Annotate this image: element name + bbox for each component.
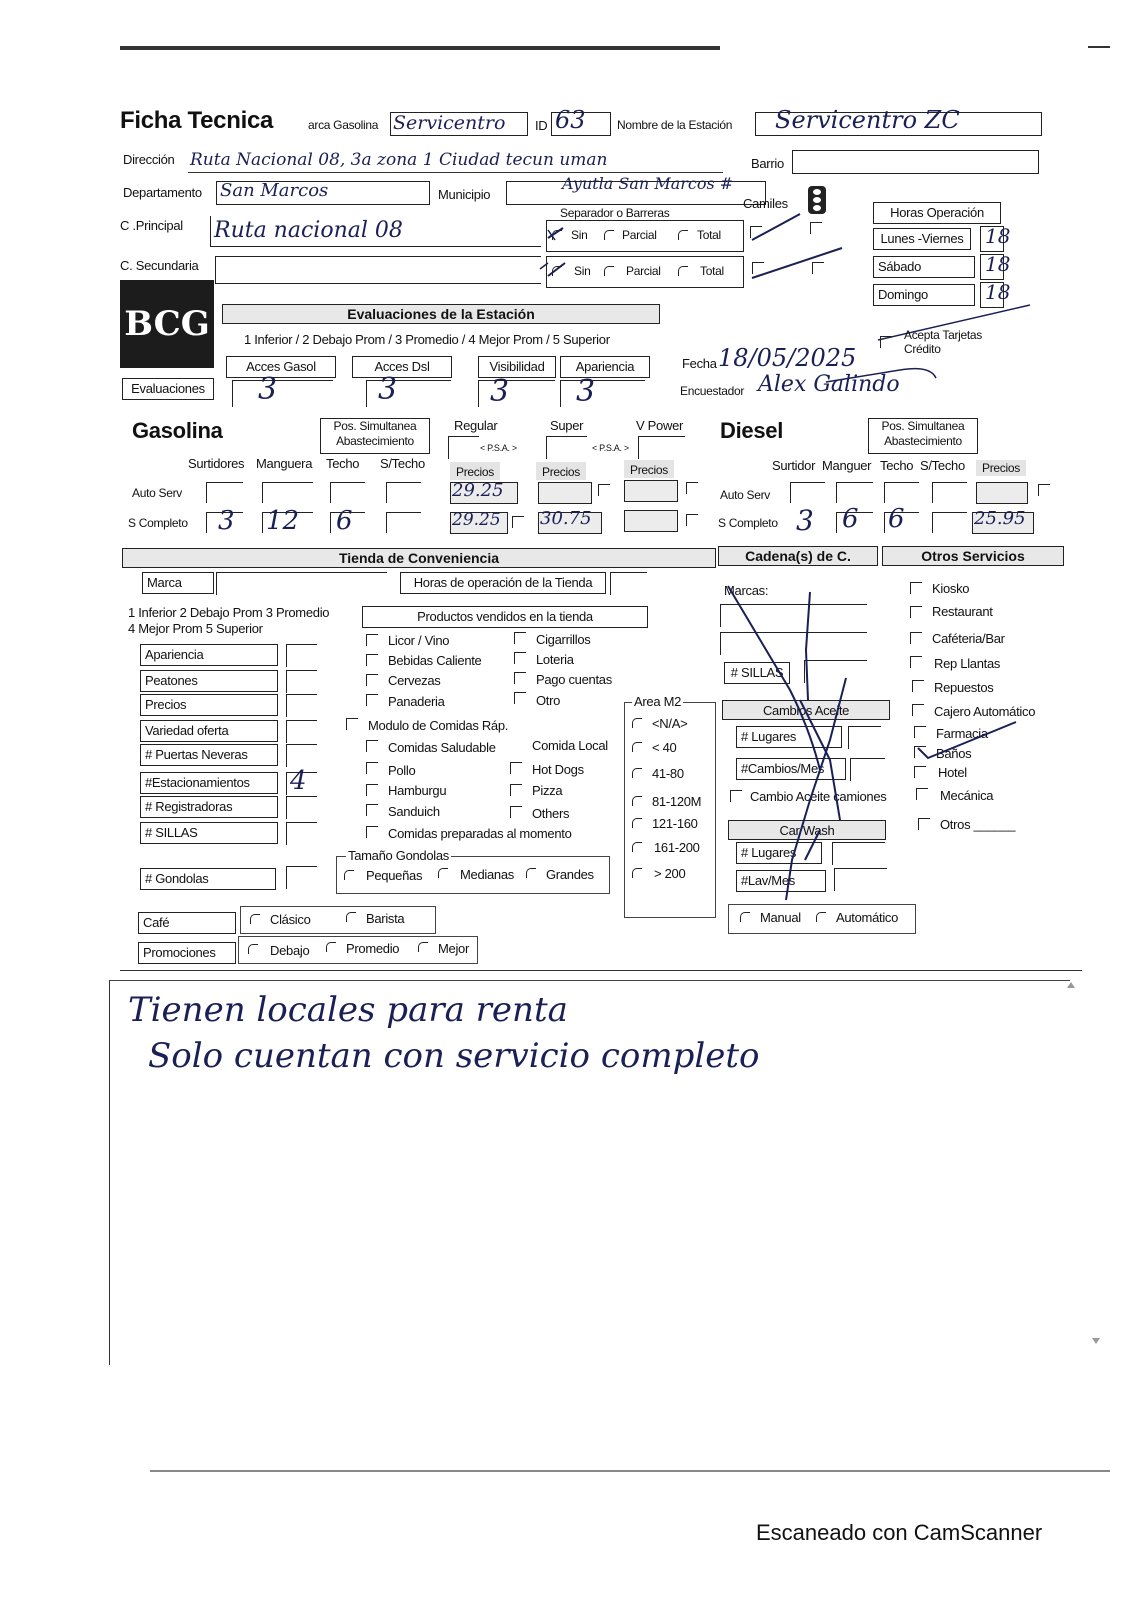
gas-col-surtidores: Surtidores [188, 456, 245, 471]
fecha-label: Fecha [682, 356, 717, 371]
gasolina-title: Gasolina [132, 418, 223, 443]
diesel-col-manguer: Manguer [822, 458, 872, 473]
page-title: Ficha Tecnica [120, 107, 274, 134]
otros-banos-label: Baños [936, 746, 972, 761]
evaluaciones-scale: 1 Inferior / 2 Debajo Prom / 3 Promedio / 4 Mejor Prom / 5 Superior [244, 332, 610, 347]
lunes-value: 18 [985, 224, 1011, 248]
area-title: Area M2 [634, 694, 682, 709]
otros-cafeteria-label: Caféteria/Bar [932, 631, 1005, 646]
diesel-sc-surtidor-value: 3 [796, 504, 814, 537]
gas-s-completo-label: S Completo [128, 516, 188, 530]
productos-title: Productos vendidos en la tienda [362, 606, 648, 628]
cafe-barista-label: Barista [366, 911, 405, 926]
area-161-200-label: 161-200 [654, 840, 700, 855]
area-40-label: < 40 [652, 740, 677, 755]
diesel-auto-serv-label: Auto Serv [720, 488, 770, 502]
tienda-horas-label: Horas de operación de la Tienda [400, 572, 606, 594]
cprincipal-value: Ruta nacional 08 [214, 218, 403, 243]
gasolina-pos-label: Pos. Simultanea Abastecimiento [320, 418, 430, 454]
municipio-label: Municipio [438, 187, 491, 202]
diesel-col-techo: Techo [880, 458, 914, 473]
diesel-sc-manguer-value: 6 [842, 504, 859, 534]
diesel-col-precios: Precios [976, 460, 1026, 476]
eval-acces-gasol-label: Acces Gasol [226, 356, 336, 378]
cadena-sillas-label: # SILLAS [724, 662, 790, 684]
rating-registradoras-label: # Registradoras [140, 796, 278, 818]
diesel-sc-precio-value: 25.95 [974, 508, 1026, 529]
otros-repuestos-label: Repuestos [934, 680, 994, 695]
camiles-label: Camiles [743, 196, 788, 211]
cafe-label: Café [138, 912, 236, 934]
direccion-value: Ruta Nacional 08, 3a zona 1 Ciudad tecun uman [190, 150, 608, 170]
bcg-logo-text: BCG [124, 304, 210, 344]
regular-precios-label: Precios [450, 462, 500, 480]
sabado-label: Sábado [873, 256, 975, 278]
carwash-automatico-label: Automático [836, 910, 899, 925]
gas-sc-techo-value: 6 [336, 506, 353, 536]
regular-psa-label: < P.S.A. > [480, 443, 517, 453]
marcas-label: Marcas: [724, 583, 769, 598]
horas-title: Horas Operación [873, 202, 1001, 224]
id-value: 63 [555, 106, 586, 134]
gondola-medianas-label: Medianas [460, 867, 514, 882]
gas-sc-manguera-value: 12 [266, 506, 300, 536]
prod-bebidas-label: Bebidas Caliente [388, 653, 482, 668]
sep2-sin-label: Sin [574, 264, 591, 278]
gondolas-title: Tamaño Gondolas [348, 848, 450, 863]
notes-line-1: Tienen locales para renta [128, 990, 568, 1030]
eval-apariencia-label: Apariencia [560, 356, 650, 378]
rating-estacionamientos-label: #Estacionamientos [140, 772, 278, 794]
promo-promedio-label: Promedio [346, 941, 400, 956]
eval-acces-gasol-value: 3 [258, 372, 278, 407]
otros-restaurant-label: Restaurant [932, 604, 993, 619]
notes-top-rule [120, 970, 1082, 971]
prod-pago-label: Pago cuentas [536, 672, 612, 687]
tienda-title: Tienda de Conveniencia [122, 548, 716, 568]
csecundaria-label: C. Secundaria [120, 258, 199, 273]
super-psa-label: < P.S.A. > [592, 443, 629, 453]
carwash-lavmes-label: #Lav/Mes [736, 870, 826, 892]
rating-sillas-label: # SILLAS [140, 822, 278, 844]
gas-sc-surtidores-value: 3 [218, 506, 235, 536]
departamento-value: San Marcos [220, 180, 329, 201]
gas-col-stecho: S/Techo [380, 456, 425, 471]
rating-peatones-label: Peatones [140, 670, 278, 692]
notes-top-rule-2 [110, 980, 1070, 981]
promo-label: Promociones [138, 942, 236, 964]
gas-col-manguera: Manguera [256, 456, 313, 471]
otros-llantas-label: Rep Llantas [934, 656, 1001, 671]
rating-apariencia-label: Apariencia [140, 644, 278, 666]
municipio-value: Ayutla San Marcos # [562, 174, 734, 193]
otros-hotel-label: Hotel [938, 765, 967, 780]
evaluaciones-title: Evaluaciones de la Estación [222, 304, 660, 324]
rating-estacionamientos-value: 4 [290, 766, 307, 796]
diesel-sc-techo-value: 6 [888, 504, 905, 534]
comida-hotdogs-label: Hot Dogs [532, 762, 584, 777]
rating-gondolas-label: # Gondolas [140, 868, 276, 890]
sabado-value: 18 [985, 252, 1011, 276]
otros-cajero-label: Cajero Automático [934, 704, 1036, 719]
area-81-120-label: 81-120M [652, 794, 702, 809]
direccion-label: Dirección [123, 152, 175, 167]
comida-saludable-label: Comidas Saludable [388, 740, 496, 755]
comida-preparadas-label: Comidas preparadas al momento [388, 826, 572, 841]
eval-apariencia-value: 3 [576, 374, 596, 409]
comida-others-label: Others [532, 806, 570, 821]
tienda-marca-label: Marca [142, 572, 214, 594]
eval-visibilidad-value: 3 [490, 374, 510, 409]
cambios-title: Cambios Aceite [722, 700, 890, 720]
encuestador-value: Alex Galindo [758, 372, 900, 397]
rating-puertas-label: # Puertas Neveras [140, 744, 278, 766]
carwash-title: Car Wash [728, 820, 886, 840]
scroll-up-icon[interactable] [1067, 982, 1075, 988]
prod-loteria-label: Loteria [536, 652, 574, 667]
comida-pollo-label: Pollo [388, 763, 416, 778]
sep1-sin-label: Sin [571, 228, 588, 242]
tienda-scale-2: 4 Mejor Prom 5 Superior [128, 621, 263, 636]
cambios-lugares-label: # Lugares [736, 726, 842, 748]
fecha-value: 18/05/2025 [718, 344, 857, 372]
cprincipal-label: C .Principal [120, 218, 183, 233]
carwash-lugares-label: # Lugares [736, 842, 822, 864]
evaluaciones-row-label: Evaluaciones [122, 378, 214, 400]
diesel-col-stecho: S/Techo [920, 458, 965, 473]
area-121-160-label: 121-160 [652, 816, 698, 831]
gas-auto-serv-label: Auto Serv [132, 486, 182, 500]
marca-label: arca Gasolina [308, 118, 379, 132]
domingo-label: Domingo [873, 284, 975, 306]
notes-line-2: Solo cuentan con servicio completo [148, 1036, 760, 1076]
vpower-precios-label: Precios [624, 460, 674, 478]
eval-acces-dsl-value: 3 [378, 372, 398, 407]
prod-otro-label: Otro [536, 693, 561, 708]
lunes-label: Lunes -Viernes [873, 228, 971, 250]
marca-value: Servicentro [393, 112, 506, 134]
area-41-80-label: 41-80 [652, 766, 684, 781]
rating-variedad-label: Variedad oferta [140, 720, 278, 742]
otros-otros-label: Otros ______ [940, 817, 1016, 832]
gondola-grandes-label: Grandes [546, 867, 594, 882]
super-precios-label: Precios [536, 462, 586, 480]
eval-acces-dsl-label: Acces Dsl [352, 356, 452, 378]
eval-visibilidad-label: Visibilidad [478, 356, 556, 378]
gas-col-techo: Techo [326, 456, 360, 471]
comida-local-label: Comida Local [532, 738, 608, 753]
otros-farmacia-label: Farmacia [936, 726, 988, 741]
barrio-label: Barrio [751, 156, 784, 171]
camiones-label: Cambio Aceite camiones [750, 789, 887, 804]
nombre-value: Servicentro ZC [775, 106, 960, 134]
separador-label: Separador o Barreras [560, 206, 670, 220]
cadena-title: Cadena(s) de C. [718, 546, 878, 566]
encuestador-label: Encuestador [680, 384, 745, 398]
otros-kiosko-label: Kiosko [932, 581, 970, 596]
gas-auto-regular-value: 29.25 [452, 480, 504, 501]
diesel-col-surtidor: Surtidor [772, 458, 816, 473]
sep1-parcial-label: Parcial [622, 228, 657, 242]
notes-left-rule [109, 980, 110, 1365]
comida-sanduich-label: Sanduich [388, 804, 440, 819]
prod-panaderia-label: Panaderia [388, 694, 445, 709]
gas-sc-regular-value: 29.25 [452, 510, 501, 530]
area-200-label: > 200 [654, 866, 686, 881]
departamento-label: Departamento [123, 185, 202, 200]
tienda-scale-1: 1 Inferior 2 Debajo Prom 3 Promedio [128, 605, 330, 620]
tarjetas-label: Acepta Tarjetas Crédito [904, 328, 982, 356]
diesel-title: Diesel [720, 418, 784, 443]
cafe-clasico-label: Clásico [270, 912, 311, 927]
prod-cigarrillos-label: Cigarrillos [536, 632, 591, 647]
gondola-pequenas-label: Pequeñas [366, 868, 423, 883]
camscanner-watermark: Escaneado con CamScanner [756, 1520, 1043, 1545]
otros-mecanica-label: Mecánica [940, 788, 994, 803]
diesel-s-completo-label: S Completo [718, 516, 778, 530]
promo-mejor-label: Mejor [438, 941, 470, 956]
nombre-label: Nombre de la Estación [617, 118, 733, 132]
carwash-manual-label: Manual [760, 910, 801, 925]
diesel-pos-label: Pos. Simultanea Abastecimiento [868, 418, 978, 454]
promo-debajo-label: Debajo [270, 943, 310, 958]
area-na-label: <N/A> [652, 716, 688, 731]
sep1-total-label: Total [697, 228, 721, 242]
prod-cervezas-label: Cervezas [388, 673, 441, 688]
prod-licor-label: Licor / Vino [388, 633, 450, 648]
scroll-down-icon[interactable] [1092, 1338, 1100, 1344]
comida-pizza-label: Pizza [532, 783, 563, 798]
comida-hamburgu-label: Hamburgu [388, 783, 447, 798]
comidas-label: Modulo de Comidas Ráp. [368, 718, 509, 733]
gas-sc-super-value: 30.75 [540, 508, 592, 529]
rating-precios-label: Precios [140, 694, 278, 716]
super-label: Super [550, 418, 584, 433]
vpower-label: V Power [636, 418, 684, 433]
cambios-mes-label: #Cambios/Mes [736, 758, 846, 780]
sep2-parcial-label: Parcial [626, 264, 661, 278]
otros-title: Otros Servicios [882, 546, 1064, 566]
id-label: ID [535, 118, 548, 133]
domingo-value: 18 [985, 280, 1011, 304]
sep2-total-label: Total [700, 264, 724, 278]
regular-label: Regular [454, 418, 498, 433]
